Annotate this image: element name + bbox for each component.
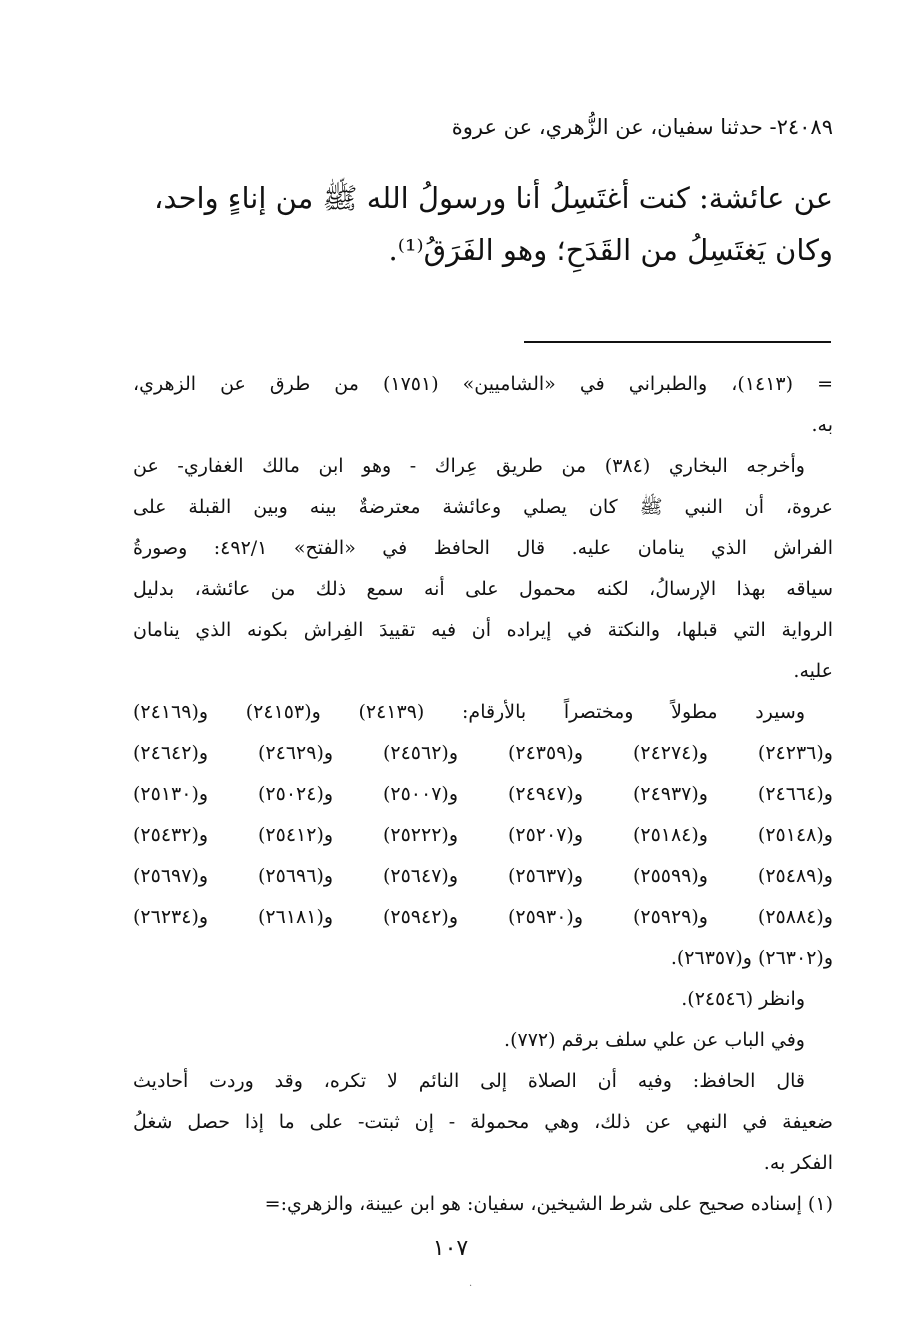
- footnote-line: و(٢٥١٤٨) و(٢٥١٨٤) و(٢٥٢٠٧) و(٢٥٢٢٢) و(٢٥٤١٢) و(٢٥٤٣٢): [133, 824, 833, 846]
- footnote-line: وانظر (٢٤٥٤٦).: [681, 988, 805, 1010]
- footnote-line: به.: [811, 414, 833, 436]
- footnote-line: الفكر به.: [763, 1152, 833, 1174]
- hadith-line: وكان يَغتَسِلُ من القَدَحِ؛ وهو الفَرَقُ⁽¹⁾.: [388, 233, 833, 267]
- footnote-line: عروة، أن النبي ﷺ كان يصلي وعائشة معترضةٌ بينه وبين القبلة على: [133, 496, 833, 518]
- footnote-line: (١) إسناده صحيح على شرط الشيخين، سفيان: هو ابن عيينة، والزهري:=: [264, 1193, 833, 1215]
- footnote-line: الفراش الذي ينامان عليه. قال الحافظ في «الفتح» ٤٩٢/١: وصورةُ: [133, 537, 833, 559]
- hadith-text: [113, 172, 833, 276]
- scan-speck: ·: [469, 1281, 473, 1292]
- footnote-line: ضعيفة في النهي عن ذلك، وهي محمولة - إن ثبتت- على ما إذا حصل شغلُ: [133, 1111, 833, 1133]
- footnote-line: و(٢٥٨٨٤) و(٢٥٩٢٩) و(٢٥٩٣٠) و(٢٥٩٤٢) و(٢٦١٨١) و(٢٦٢٣٤): [133, 906, 833, 928]
- footnote-line: وأخرجه البخاري (٣٨٤) من طريق عِراك - وهو ابن مالك الغفاري- عن: [133, 455, 805, 477]
- footnote-line: = (١٤١٣)، والطبراني في «الشاميين» (١٧٥١) من طرق عن الزهري،: [133, 373, 834, 395]
- footnote-separator: [524, 341, 831, 343]
- page-number: ١٠٧: [432, 1236, 469, 1261]
- footnotes: [133, 364, 833, 1225]
- footnote-line: و(٢٥٤٨٩) و(٢٥٥٩٩) و(٢٥٦٣٧) و(٢٥٦٤٧) و(٢٥٦٩٦) و(٢٥٦٩٧): [133, 865, 833, 887]
- hadith-header: ٢٤٠٨٩- حدثنا سفيان، عن الزُّهري، عن عروة: [451, 115, 833, 139]
- footnote-line: قال الحافظ: وفيه أن الصلاة إلى النائم لا تكره، وقد وردت أحاديث: [133, 1070, 805, 1092]
- footnote-line: سياقه بهذا الإرسالُ، لكنه محمول على أنه سمع ذلك من عائشة، بدليل: [133, 578, 833, 600]
- footnote-line: وفي الباب عن علي سلف برقم (٧٧٢).: [504, 1029, 805, 1051]
- hadith-line: عن عائشة: كنت أغتَسِلُ أنا ورسولُ الله ﷺ من إناءٍ واحد،: [154, 181, 833, 215]
- footnote-line: و(٢٤٦٦٤) و(٢٤٩٣٧) و(٢٤٩٤٧) و(٢٥٠٠٧) و(٢٥٠٢٤) و(٢٥١٣٠): [133, 783, 833, 805]
- footnote-line: عليه.: [793, 660, 833, 682]
- footnote-line: الرواية التي قبلها، والنكتة في إيراده أن فيه تقييدَ الفِراش بكونه الذي ينامان: [133, 619, 833, 641]
- footnote-line: و(٢٤٢٣٦) و(٢٤٢٧٤) و(٢٤٣٥٩) و(٢٤٥٦٢) و(٢٤٦٢٩) و(٢٤٦٤٢): [133, 742, 833, 764]
- footnote-line: وسيرد مطولاً ومختصراً بالأرقام: (٢٤١٣٩) و(٢٤١٥٣) و(٢٤١٦٩): [133, 701, 805, 723]
- footnote-line: و(٢٦٣٠٢) و(٢٦٣٥٧).: [670, 947, 833, 969]
